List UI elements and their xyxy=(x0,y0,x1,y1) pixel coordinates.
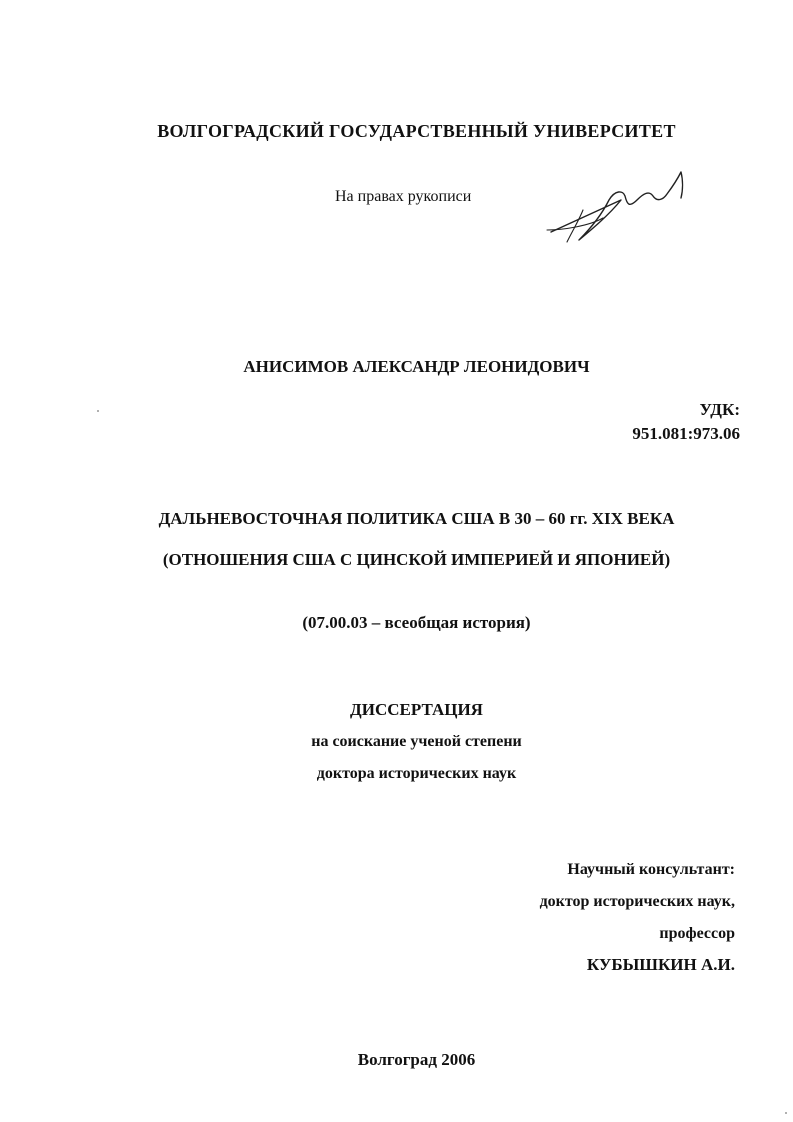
degree-purpose-line2: доктора исторических наук xyxy=(316,765,517,782)
university-name: ВОЛГОГРАДСКИЙ ГОСУДАРСТВЕННЫЙ УНИВЕРСИТЕТ xyxy=(157,121,676,141)
consultant-degree: доктор исторических наук, xyxy=(539,893,735,910)
scan-speck xyxy=(97,410,99,412)
thesis-title-line1: ДАЛЬНЕВОСТОЧНАЯ ПОЛИТИКА США В 30 – 60 гг. XIX ВЕКА xyxy=(158,509,675,528)
signature xyxy=(543,160,703,245)
city-year: Волгоград 2006 xyxy=(357,1050,476,1069)
work-type: ДИССЕРТАЦИЯ xyxy=(350,700,483,719)
thesis-title-line2: (ОТНОШЕНИЯ США С ЦИНСКОЙ ИМПЕРИЕЙ И ЯПОНИЕЙ) xyxy=(162,550,671,569)
manuscript-note: На правах рукописи xyxy=(335,188,472,205)
degree-purpose-line1: на соискание ученой степени xyxy=(311,733,522,750)
udk-code: 951.081:973.06 xyxy=(632,424,740,443)
consultant-name: КУБЫШКИН А.И. xyxy=(586,955,735,974)
author-name: АНИСИМОВ АЛЕКСАНДР ЛЕОНИДОВИЧ xyxy=(243,357,590,376)
udk-label: УДК: xyxy=(699,400,740,419)
consultant-rank: профессор xyxy=(659,925,735,942)
consultant-label: Научный консультант: xyxy=(567,861,735,878)
scan-speck xyxy=(785,1112,787,1114)
specialty-code: (07.00.03 – всеобщая история) xyxy=(302,613,531,632)
